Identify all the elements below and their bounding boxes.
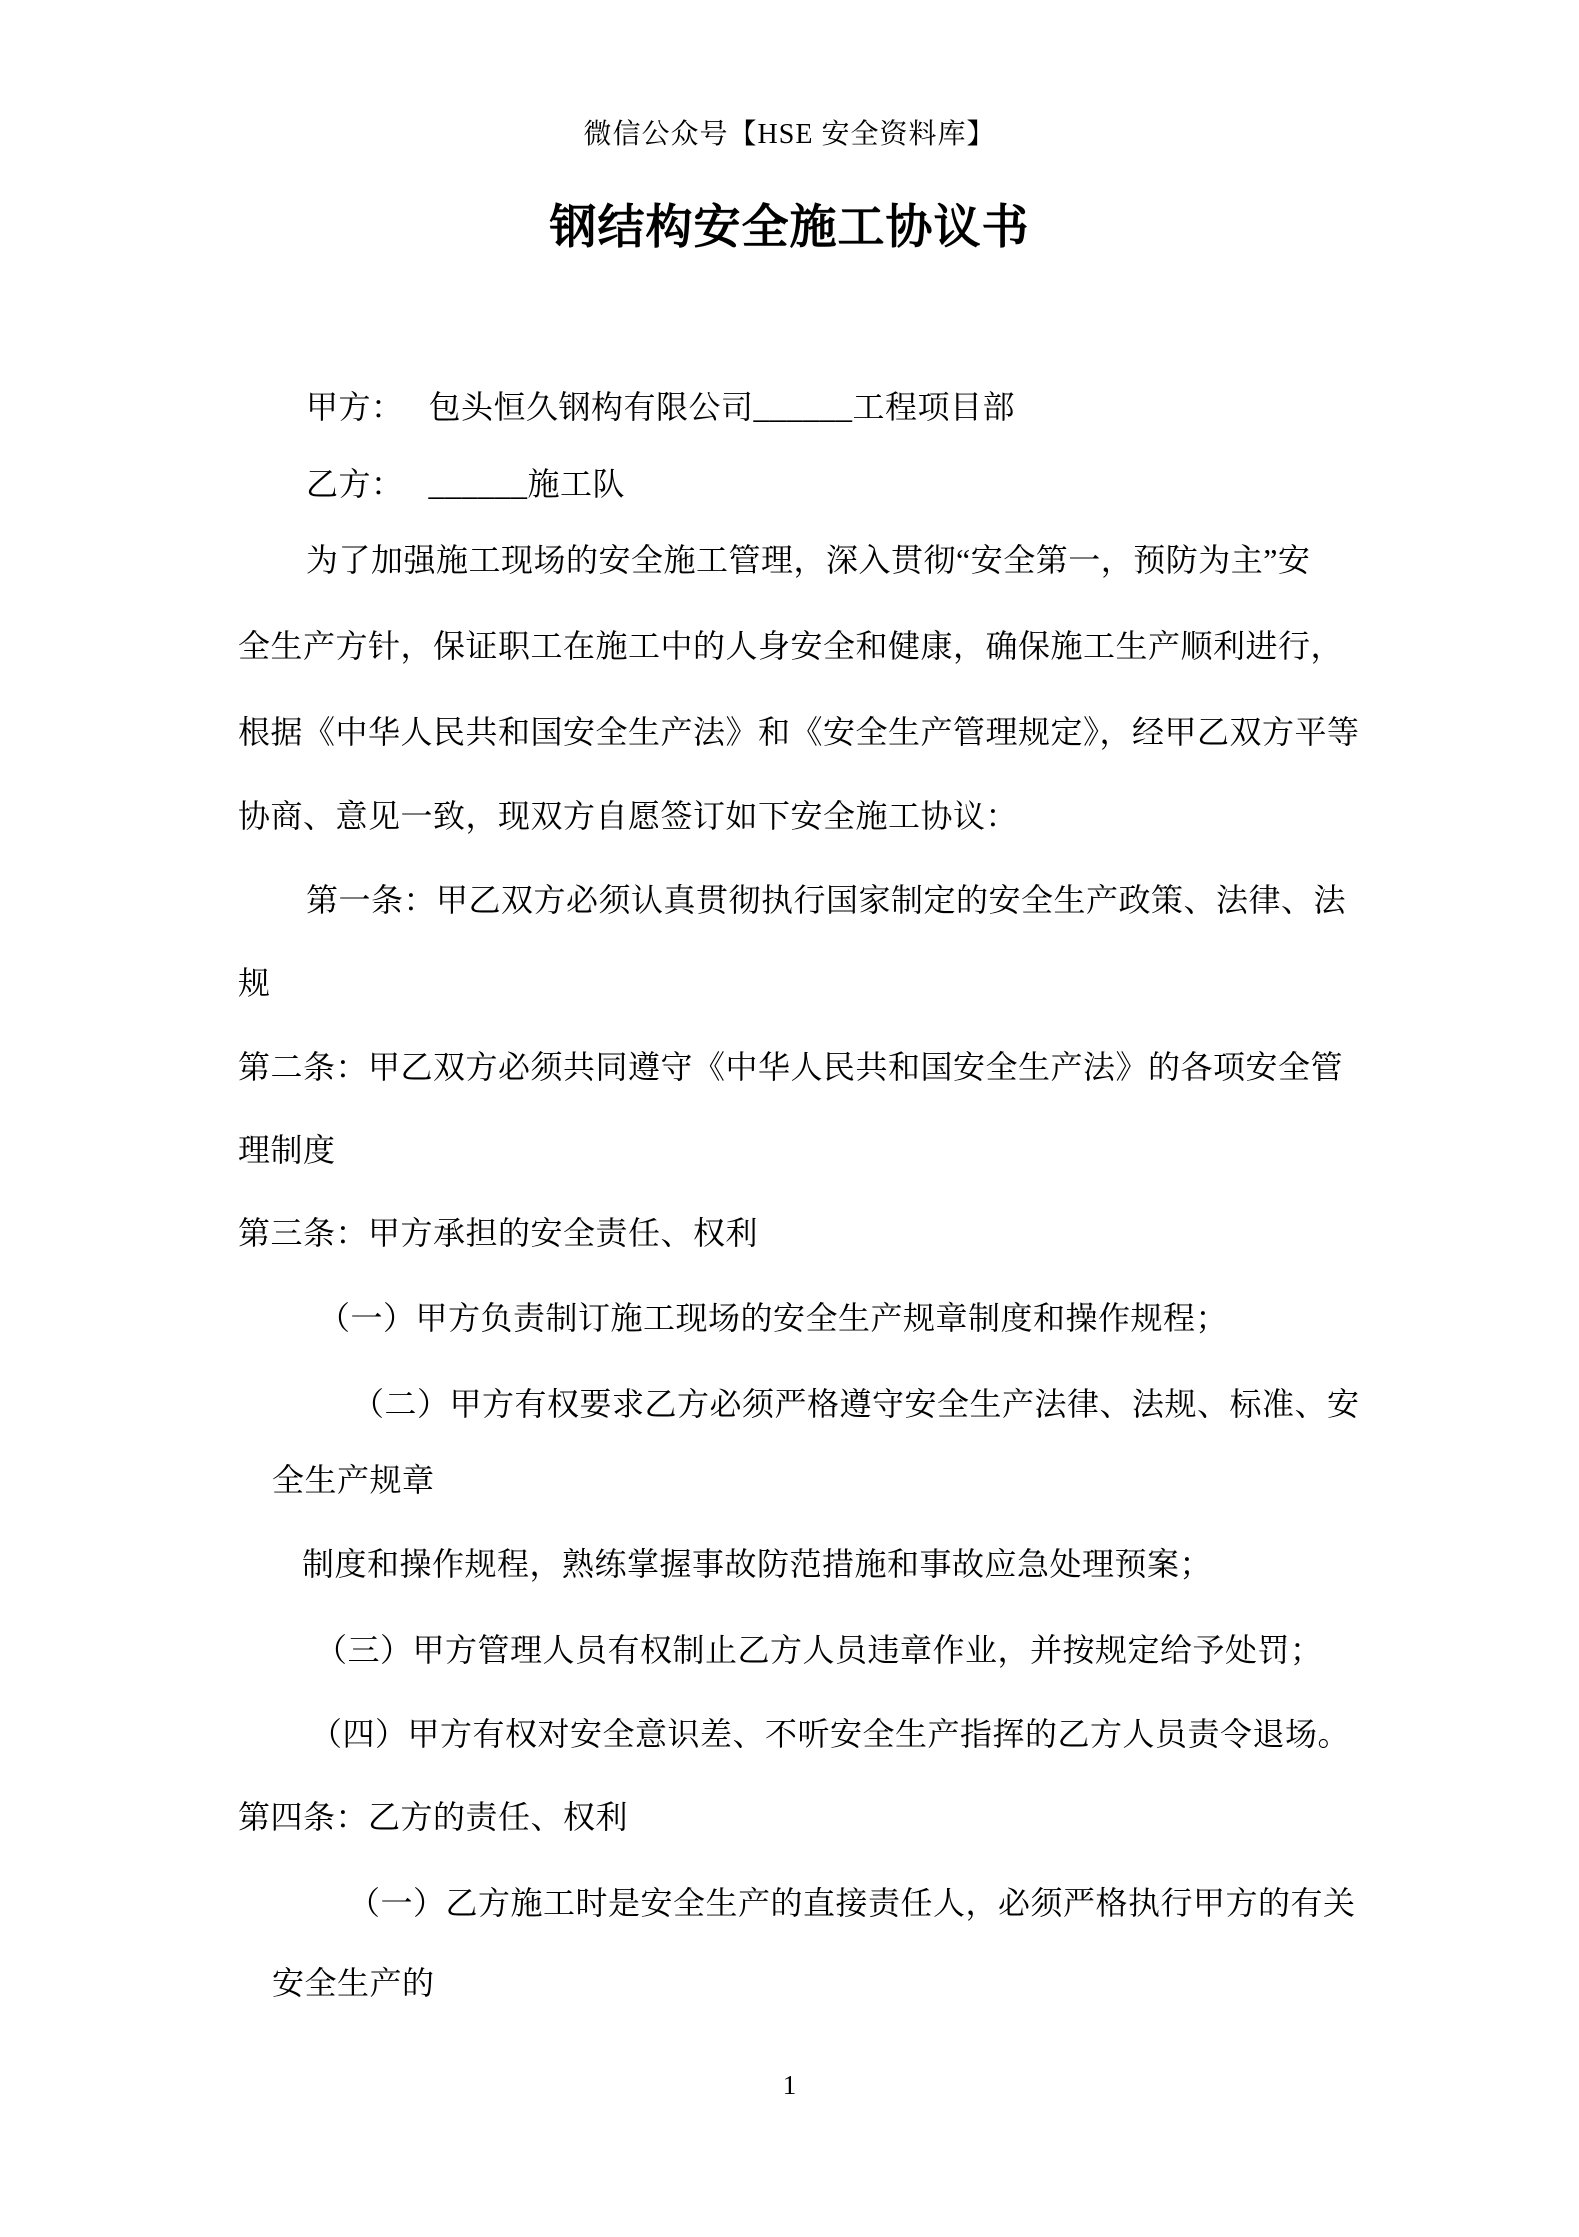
body-line: 全生产规章 <box>272 1462 435 1498</box>
body-line: （二）甲方有权要求乙方必须严格遵守安全生产法律、法规、标准、安 <box>352 1386 1360 1422</box>
body-line: 第一条：甲乙双方必须认真贯彻执行国家制定的安全生产政策、法律、法 <box>306 882 1347 918</box>
body-line: 第三条：甲方承担的安全责任、权利 <box>238 1215 759 1251</box>
body-line: 安全生产的 <box>272 1965 435 2001</box>
body-line: 规 <box>238 965 271 1001</box>
body-line: （一）乙方施工时是安全生产的直接责任人，必须严格执行甲方的有关 <box>348 1885 1356 1921</box>
page-number: 1 <box>782 2070 797 2100</box>
body-line: 理制度 <box>238 1132 336 1168</box>
body-line: 制度和操作规程，熟练掌握事故防范措施和事故应急处理预案； <box>302 1546 1213 1582</box>
document-title: 钢结构安全施工协议书 <box>549 202 1030 254</box>
body-line: 乙方： ______施工队 <box>306 466 626 502</box>
body-line: （四）甲方有权对安全意识差、不听安全生产指挥的乙方人员责令退场。 <box>310 1716 1351 1752</box>
body-line: 协商、意见一致，现双方自愿签订如下安全施工协议： <box>238 798 1019 834</box>
body-line: 根据《中华人民共和国安全生产法》和《安全生产管理规定》，经甲乙双方平等 <box>238 714 1360 750</box>
body-line: 为了加强施工现场的安全施工管理，深入贯彻“安全第一，预防为主”安 <box>306 542 1311 578</box>
body-line: 甲方： 包头恒久钢构有限公司______工程项目部 <box>306 389 1016 425</box>
watermark-header: 微信公众号【HSE 安全资料库】 <box>583 119 996 150</box>
body-line: （一）甲方负责制订施工现场的安全生产规章制度和操作规程； <box>318 1300 1229 1336</box>
body-line: 全生产方针，保证职工在施工中的人身安全和健康，确保施工生产顺利进行， <box>238 628 1344 664</box>
body-line: 第四条：乙方的责任、权利 <box>238 1799 629 1835</box>
body-line: 第二条：甲乙双方必须共同遵守《中华人民共和国安全生产法》的各项安全管 <box>238 1049 1344 1085</box>
body-line: （三）甲方管理人员有权制止乙方人员违章作业，并按规定给予处罚； <box>315 1632 1323 1668</box>
